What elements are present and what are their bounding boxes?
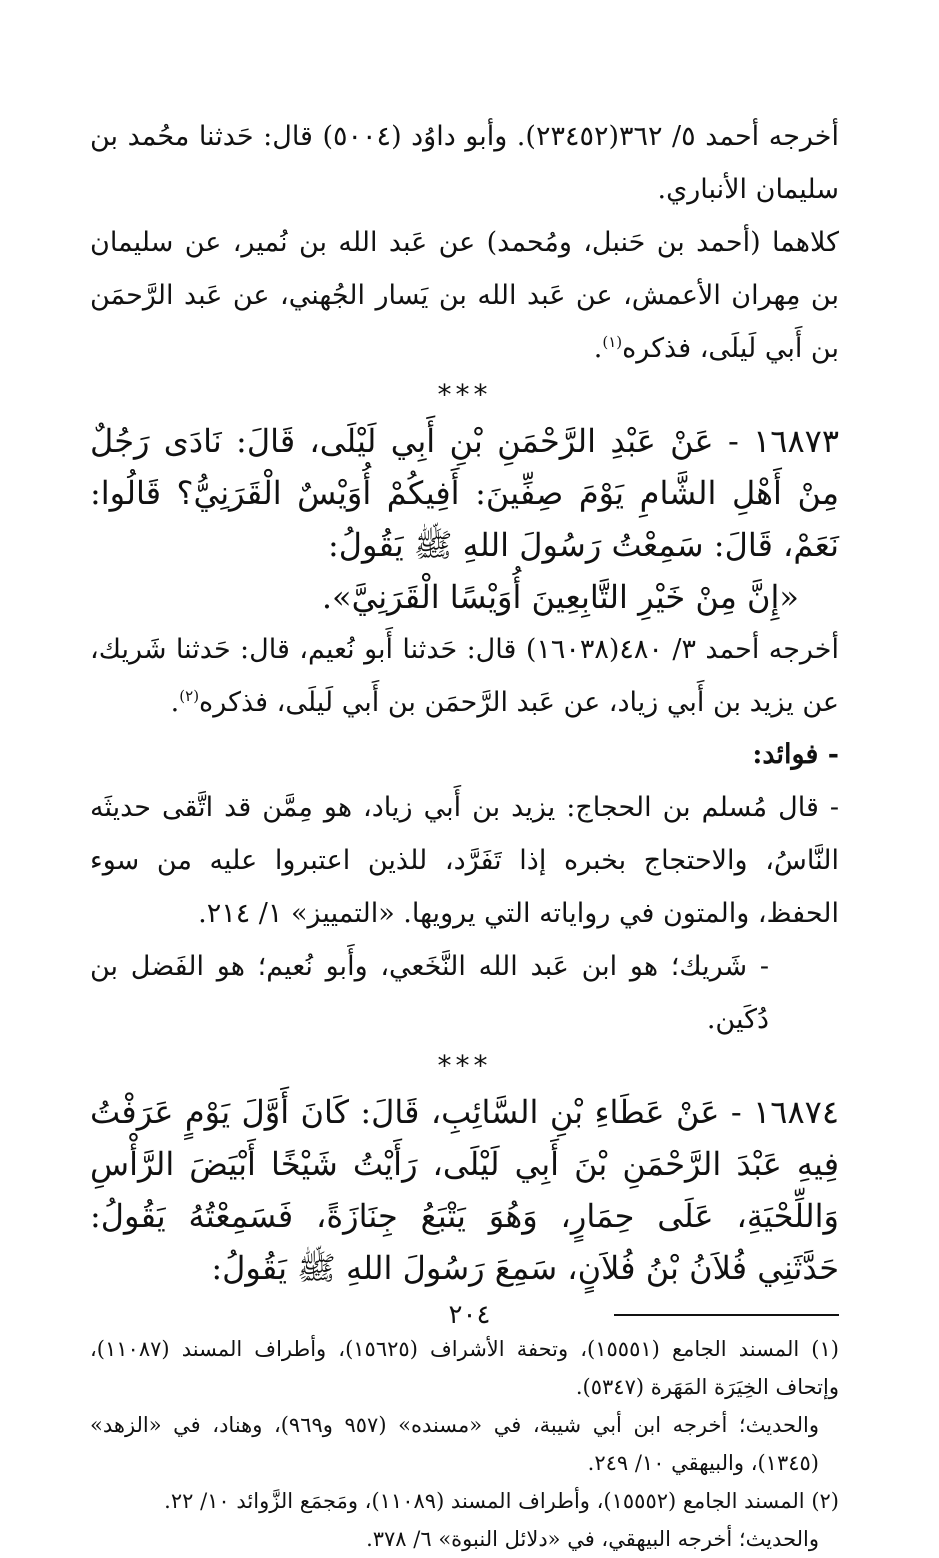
- footnote-1: (١) المسند الجامع (١٥٥٥١)، وتحفة الأشراف (١٥٦٢٥)، وأطراف المسند (١١٠٨٧)، وإتحاف الخِيَرَة المَهَرة (٥٣٤٧).: [90, 1337, 839, 1399]
- footnote-ref-2[interactable]: (٢): [179, 687, 200, 705]
- hadith-quote-text: «إِنَّ مِنْ خَيْرِ التَّابِعِينَ أُوَيْسًا الْقَرَنِيَّ».: [321, 578, 799, 616]
- chain-text: كلاهما (أحمد بن حَنبل، ومُحمد) عن عَبد الله بن نُمير، عن سليمان بن مِهران الأعمش، عن عَبد الله بن يَسار الجُهني، عن عَبد الرَّحمَن بن أَبي لَيلَى، فذكره: [90, 227, 839, 364]
- benefit-note-2: - شَريك؛ هو ابن عَبد الله النَّخَعي، وأَبو نُعيم؛ هو الفَضل بن دُكَين.: [90, 951, 769, 1035]
- footnote-2-hadith: والحديث؛ أخرجه البيهقي، في «دلائل النبوة» ٦/ ٣٧٨.: [366, 1527, 819, 1551]
- takhrij-paragraph-2: أخرجه أحمد ٣/ ٤٨٠(١٦٠٣٨) قال: حَدثنا أَبو نُعيم، قال: حَدثنا شَريك، عن يزيد بن أَبي زياد، عن عَبد الرَّحمَن بن أَبي لَيلَى، فذكره$^{(٢)}$.: [90, 634, 839, 718]
- hadith-text: ١٦٨٧٣ - عَنْ عَبْدِ الرَّحْمَنِ بْنِ أَبِي لَيْلَى، قَالَ: نَادَى رَجُلٌ مِنْ أَهْلِ الشَّامِ يَوْمَ صِفِّينَ: أَفِيكُمْ أُوَيْسٌ الْقَرَنِيُّ؟ قَالُوا: نَعَمْ، قَالَ: سَمِعْتُ رَسُولَ اللهِ ﷺ يَقُولُ:: [90, 422, 839, 564]
- benefit-note-1: - قال مُسلم بن الحجاج: يزيد بن أَبي زياد، هو مِمَّن قد اتَّقى حديثَه النَّاسُ، والاحتجاج بخبره إذا تَفَرَّد، للذين اعتبروا عليه من سوء الحفظ، والمتون في رواياته التي يرويها. «التمييز» ١/ ٢١٤.: [90, 792, 839, 929]
- footnotes: [90, 1330, 839, 1558]
- chain-paragraph: كلاهما (أحمد بن حَنبل، ومُحمد) عن عَبد الله بن نُمير، عن سليمان بن مِهران الأعمش، عن عَبد الله بن يَسار الجُهني، عن عَبد الرَّحمَن بن أَبي لَيلَى، فذكره$^{(١)}$.: [90, 227, 839, 364]
- footnote-1-hadith: والحديث؛ أخرجه ابن أبي شيبة، في «مسنده» (٩٥٧ و٩٦٩)، وهناد، في «الزهد» (١٣٤٥)، والبيهقي ١٠/ ٢٤٩.: [90, 1413, 819, 1475]
- takhrij-text-2: أخرجه أحمد ٣/ ٤٨٠(١٦٠٣٨) قال: حَدثنا أَبو نُعيم، قال: حَدثنا شَريك، عن يزيد بن أَبي زياد، عن عَبد الرَّحمَن بن أَبي لَيلَى، فذكره: [90, 634, 839, 718]
- takhrij-paragraph: [90, 110, 839, 216]
- page-number: ٢٠٤: [448, 1300, 491, 1330]
- benefits-heading: - فوائد:: [752, 739, 839, 770]
- footnote-2: (٢) المسند الجامع (١٥٥٥٢)، وأطراف المسند (١١٠٨٩)، ومَجمَع الزَّوائد ١٠/ ٢٢.: [164, 1489, 839, 1513]
- footnote-ref-1[interactable]: (١): [602, 333, 623, 351]
- takhrij-text: أخرجه أحمد ٥/ ٣٦٢(٢٣٤٥٢). وأبو داوُد (٥٠٠٤) قال: حَدثنا محُمد بن سليمان الأنباري.: [90, 121, 839, 205]
- section-separator: ***: [437, 378, 492, 411]
- hadith-16873: [90, 415, 839, 571]
- hadith-16874: ١٦٨٧٤ - عَنْ عَطَاءِ بْنِ السَّائِبِ، قَالَ: كَانَ أَوَّلَ يَوْمٍ عَرَفْتُ فِيهِ عَبْدَ الرَّحْمَنِ بْنَ أَبِي لَيْلَى، رَأَيْتُ شَيْخًا أَبْيَضَ الرَّأْسِ وَاللِّحْيَةِ، عَلَى حِمَارٍ، وَهُوَ يَتْبَعُ جِنَازَةً، فَسَمِعْتُهُ يَقُولُ: حَدَّثَنِي فُلاَنُ بْنُ فُلاَنٍ، سَمِعَ رَسُولَ اللهِ ﷺ يَقُولُ:: [90, 1093, 839, 1287]
- hadith-quote: [90, 571, 839, 623]
- section-separator-2: ***: [437, 1049, 492, 1082]
